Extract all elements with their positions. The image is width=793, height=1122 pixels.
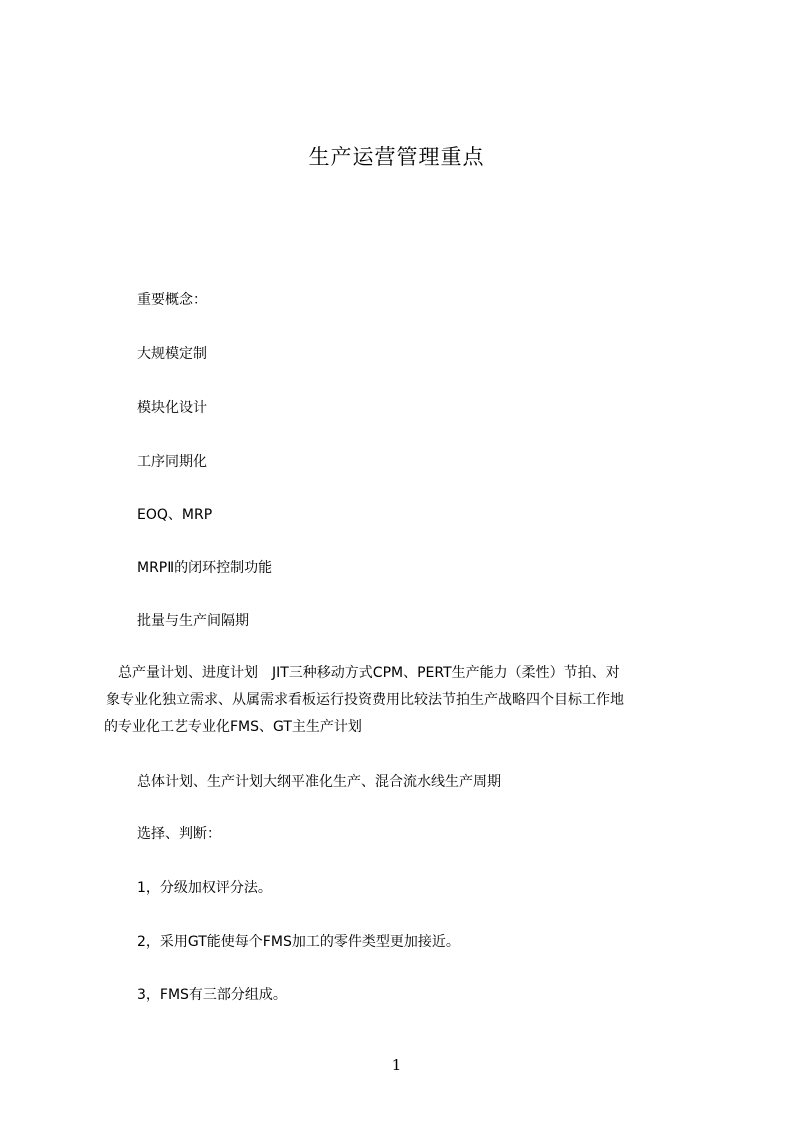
concept-item: 模块化设计 (137, 400, 207, 416)
paragraph-line: 总产量计划、进度计划 JIT三种移动方式CPM、PERT生产能力（柔性）节拍、对 (104, 665, 620, 681)
question-item: 2，采用GT能使每个FMS加工的零件类型更加接近。 (137, 934, 460, 950)
concept-item: 工序同期化 (137, 454, 207, 470)
concept-paragraph (104, 660, 704, 741)
concept-item: 批量与生产间隔期 (137, 613, 249, 629)
section-heading-key-concepts: 重要概念： (137, 292, 207, 308)
section-heading-choice-judgment: 选择、判断： (137, 826, 221, 842)
question-item: 3，FMS有三部分组成。 (137, 987, 287, 1003)
question-item: 1，分级加权评分法。 (137, 880, 272, 896)
page-number: 1 (391, 1056, 402, 1074)
paragraph-line: 象专业化独立需求、从属需求看板运行投资费用比较法节拍生产战略四个目标工作地 (106, 692, 624, 708)
concept-item: 大规模定制 (137, 346, 207, 362)
concept-item: 总体计划、生产计划大纲平准化生产、混合流水线生产周期 (137, 774, 501, 790)
document-title: 生产运营管理重点 (308, 145, 485, 169)
paragraph-line: 的专业化工艺专业化FMS、GT主生产计划 (104, 719, 362, 735)
concept-item: EOQ、MRP (137, 507, 213, 523)
concept-item: MRPⅡ的闭环控制功能 (137, 560, 273, 576)
